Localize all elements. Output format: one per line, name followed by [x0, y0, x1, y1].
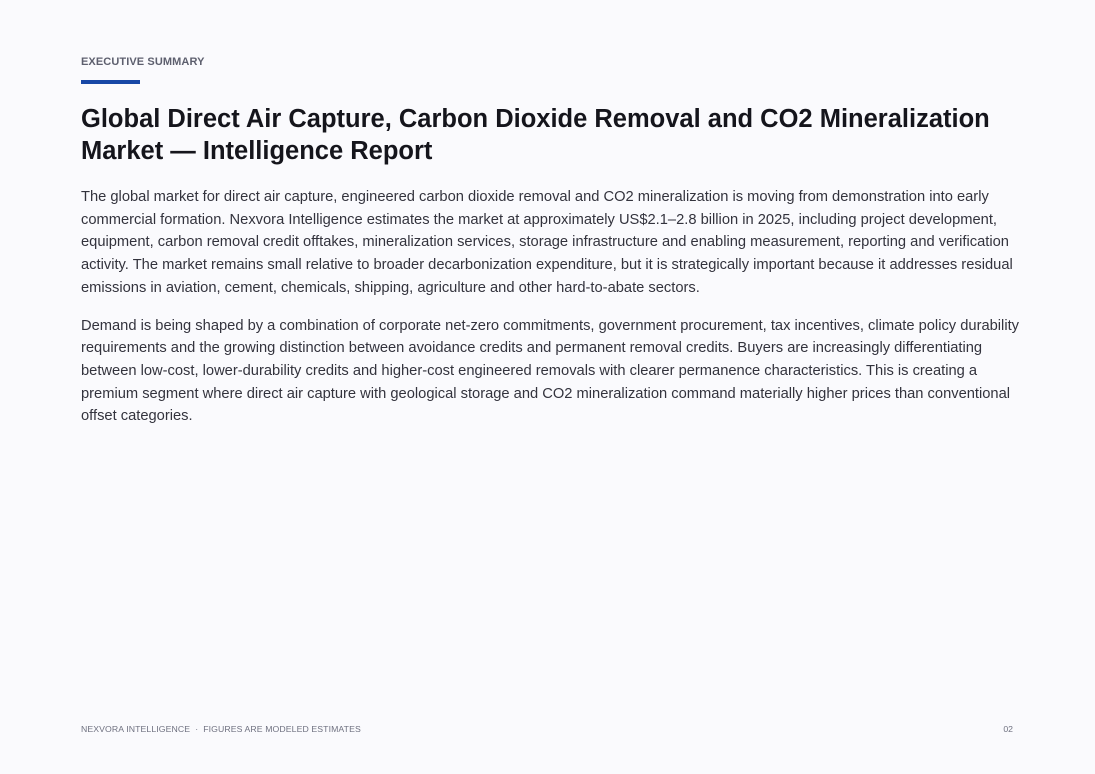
- section-label: EXECUTIVE SUMMARY: [81, 56, 205, 68]
- accent-rule: [81, 80, 140, 84]
- summary-paragraph-1: The global market for direct air capture, engineered carbon dioxide removal and CO2 mineralization is moving from demonstration into early commercial formation. Nexvora Intelligence estimates the market at approximately US$2.1–2.8 billion in 2025, including project development, equipment, carbon removal credit offtakes, mineralization services, storage infrastructure and enabling measurement, reporting and verification activity. The market remains small relative to broader decarbonization expenditure, but it is strategically important because it addresses residual emissions in aviation, cement, chemicals, shipping, agriculture and other hard-to-abate sectors.: [81, 189, 1013, 296]
- page-title: Global Direct Air Capture, Carbon Dioxide Removal and CO2 Mineralization Market — Intelligence Report: [81, 105, 990, 165]
- summary-body: [81, 186, 1021, 443]
- footer-disclaimer: FIGURES ARE MODELED ESTIMATES: [203, 724, 361, 734]
- footer-separator: ·: [195, 724, 199, 734]
- summary-paragraph-2: Demand is being shaped by a combination of corporate net-zero commitments, government procurement, tax incentives, climate policy durability requirements and the growing distinction between avoidance credits and permanent removal credits. Buyers are increasingly differentiating between low-cost, lower-durability credits and higher-cost engineered removals with clearer permanence characteristics. This is creating a premium segment where direct air capture with geological storage and CO2 mineralization command materially higher prices than conventional offset categories.: [81, 317, 1020, 425]
- page-number: 02: [1003, 724, 1013, 734]
- footer-brand: NEXVORA INTELLIGENCE: [81, 724, 191, 734]
- footer-note: [81, 724, 361, 734]
